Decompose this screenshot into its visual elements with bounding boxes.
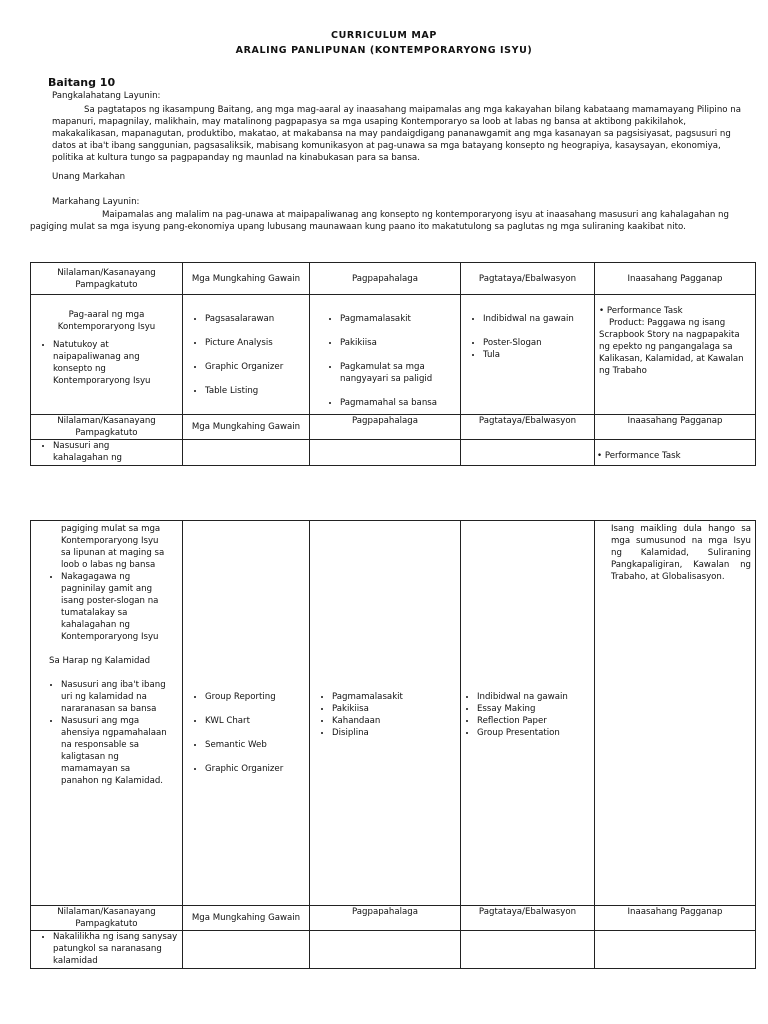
header-gawain: Mga Mungkahing Gawain <box>183 906 310 931</box>
performance-task-label: Performance Task <box>604 451 681 461</box>
list-item: • Nakagagawa ng pagninilay gamit ang isang poster-slogan na tumatalakay sa kahalagahan ng Kontemporaryong Isyu <box>61 571 170 643</box>
list-item: • Disiplina <box>332 727 460 739</box>
list-item: • Graphic Organizer <box>205 361 309 373</box>
content-continued: pagiging mulat sa mga Kontemporaryong Isyu sa lipunan at maging sa loob o labas ng bansa <box>61 524 165 570</box>
assessment-cell <box>461 295 595 415</box>
bullet-icon: • <box>597 451 605 461</box>
quarter-heading: Unang Markahan <box>52 172 126 182</box>
activities-cell <box>183 521 310 906</box>
list-item: • Table Listing <box>205 385 309 397</box>
assessment-cell <box>461 931 595 969</box>
quarter-objective-text: Maipamalas ang malalim na pag-unawa at maipapaliwanag ang konsepto ng kontemporaryong isyu at inaasahang masusuri ang kahalagahan ng pagiging mulat sa mga isyung pang-ekonomiya upang lubusang maunawaan kung paano ito makatutulong sa paglutas ng mga suliraning kaakibat nito. <box>30 210 729 232</box>
table-row <box>31 521 756 906</box>
bullet-icon: • <box>599 306 607 316</box>
list-item: • Nasusuri ang iba't ibang uri ng kalamidad na nararanasan sa bansa <box>61 679 168 715</box>
activities-cell <box>183 931 310 969</box>
list-item: • Essay Making <box>477 703 594 715</box>
header-nilalaman: Nilalaman/Kasanayang Pampagkatuto <box>31 906 183 931</box>
header-nilalaman: Nilalaman/Kasanayang Pampagkatuto <box>31 415 183 440</box>
header-pagganap: Inaasahang Pagganap <box>595 415 756 440</box>
list-item: • Pagkamulat sa mga nangyayari sa paligid <box>340 361 460 385</box>
list-item: • Nasusuri ang mga ahensiya ngpamahalaan na responsable sa kaligtasan ng mamamayan sa panahon ng Kalamidad. <box>61 715 168 787</box>
values-cell <box>310 295 461 415</box>
performance-cell <box>595 931 756 969</box>
content-cell <box>31 521 183 906</box>
table-header-row <box>31 906 756 931</box>
header-pagpapahalaga: Pagpapahalaga <box>310 906 461 931</box>
list-item: • Semantic Web <box>205 739 309 751</box>
document-title: CURRICULUM MAP <box>331 30 437 41</box>
curriculum-table-1 <box>30 262 756 466</box>
list-item: • Reflection Paper <box>477 715 594 727</box>
topic-title: Pag-aaral ng mga Kontemporaryong Isyu <box>57 310 156 332</box>
list-item: • Pagmamahal sa bansa <box>340 397 460 409</box>
header-pagganap: Inaasahang Pagganap <box>595 263 756 295</box>
table-header-row <box>31 263 756 295</box>
list-item: • Picture Analysis <box>205 337 309 349</box>
performance-task-label: Performance Task <box>606 306 683 316</box>
grade-heading: Baitang 10 <box>48 76 116 89</box>
list-item: • Nakalilikha ng isang sanysay patungkol sa naranasang kalamidad <box>53 931 178 967</box>
values-cell <box>310 521 461 906</box>
list-item: • Tula <box>483 349 594 361</box>
list-item: • Indibidwal na gawain <box>483 313 594 325</box>
list-item: • Pagmamalasakit <box>332 691 460 703</box>
header-pagtataya: Pagtataya/Ebalwasyon <box>461 415 595 440</box>
list-item: • Kahandaan <box>332 715 460 727</box>
general-objective-text: Sa pagtatapos ng ikasampung Baitang, ang mga mag-aaral ay inaasahang maipamalas ang mga kakayahan bilang kabataang mamamayang Pilipino na mapanuri, mapagnilay, malikhain, may matalinong pagpapasya sa mga usaping Kontemporaryo sa loob at labas ng bansa at aktibong pakikilahok, makakalikasan, mapanagutan, produktibo, makatao, at makabansa na may pandaigdigang pananawgamit ang mga kasanayan sa pagsisiyasat, pagsusuri ng datos at iba't ibang sanggunian, pagsasaliksik, mabisang komunikasyon at pag-unawa sa mga batayang konsepto ng heograpiya, kasaysayan, ekonomiya, politika at kultura tungo sa pagpapanday ng maunlad na kinabukasan para sa bansa. <box>52 105 741 163</box>
quarter-objective-label: Markahang Layunin: <box>52 197 140 207</box>
list-item: • Pakikiisa <box>340 337 460 349</box>
table-row <box>31 295 756 415</box>
table-header-row <box>31 415 756 440</box>
section-heading: Sa Harap ng Kalamidad <box>49 656 151 666</box>
content-cell <box>31 440 183 466</box>
header-pagtataya: Pagtataya/Ebalwasyon <box>461 906 595 931</box>
document-subtitle: ARALING PANLIPUNAN (KONTEMPORARYONG ISYU) <box>235 45 533 56</box>
header-pagpapahalaga: Pagpapahalaga <box>310 263 461 295</box>
curriculum-table-2 <box>30 520 756 969</box>
header-pagganap: Inaasahang Pagganap <box>595 906 756 931</box>
list-item: • Pakikiisa <box>332 703 460 715</box>
list-item: • Nasusuri ang kahalagahan ng <box>53 440 162 464</box>
activities-cell <box>183 440 310 466</box>
performance-cell <box>595 295 756 415</box>
table-row <box>31 440 756 466</box>
list-item: • Pagsasalarawan <box>205 313 309 325</box>
performance-text: Isang maikling dula hango sa mga sumusunod na mga Isyu ng Kalamidad, Suliraning Pangkapaligiran, Kawalan ng Trabaho, at Globalisasyon. <box>611 524 751 582</box>
content-cell <box>31 295 183 415</box>
list-item: • Group Reporting <box>205 691 309 703</box>
values-cell <box>310 931 461 969</box>
header-pagpapahalaga: Pagpapahalaga <box>310 415 461 440</box>
list-item: • Pagmamalasakit <box>340 313 460 325</box>
table-row <box>31 931 756 969</box>
list-item: • Natutukoy at naipapaliwanag ang konsepto ng Kontemporaryong Isyu <box>53 339 172 387</box>
header-nilalaman: Nilalaman/Kasanayang Pampagkatuto <box>31 263 183 295</box>
content-cell <box>31 931 183 969</box>
header-pagtataya: Pagtataya/Ebalwasyon <box>461 263 595 295</box>
performance-product-text: Product: Paggawa ng isang Scrapbook Story na nagpapakita ng epekto ng pangangalaga sa Kalikasan, Kalamidad, at Kawalan ng Trabaho <box>599 318 744 376</box>
list-item: • Group Presentation <box>477 727 594 739</box>
assessment-cell <box>461 521 595 906</box>
assessment-cell <box>461 440 595 466</box>
general-objective-label: Pangkalahatang Layunin: <box>52 91 161 101</box>
header-gawain: Mga Mungkahing Gawain <box>183 263 310 295</box>
list-item: • KWL Chart <box>205 715 309 727</box>
list-item: • Poster-Slogan <box>483 337 594 349</box>
list-item: • Indibidwal na gawain <box>477 691 594 703</box>
activities-cell <box>183 295 310 415</box>
performance-cell <box>595 521 756 906</box>
performance-cell <box>595 440 756 466</box>
values-cell <box>310 440 461 466</box>
list-item: • Graphic Organizer <box>205 763 309 775</box>
header-gawain: Mga Mungkahing Gawain <box>183 415 310 440</box>
